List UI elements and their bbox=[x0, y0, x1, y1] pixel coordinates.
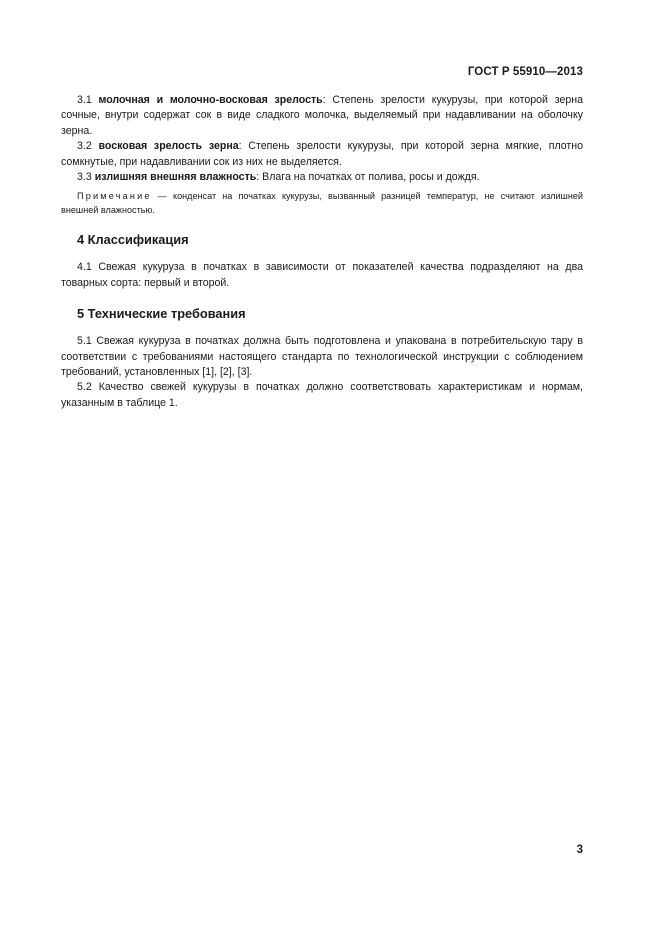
definition-number: 3.2 bbox=[77, 140, 92, 153]
definition-3-3 bbox=[61, 170, 583, 185]
definition-3-1 bbox=[61, 93, 583, 139]
standard-header: ГОСТ Р 55910—2013 bbox=[467, 66, 583, 78]
section-5-paragraph-1: 5.1 Свежая кукуруза в початках должна быть подготовлена и упакована в потребительскую тару в соответствии с требованиями настоящего стандарта по технологической инструкции с соблюдением требований, установленных [1], [2], [3]. bbox=[61, 335, 583, 379]
definition-number: 3.3 bbox=[77, 171, 92, 184]
section-5-paragraph-2: 5.2 Качество свежей кукурузы в початках должно соответствовать характеристикам и нормам, указанным в таблице 1. bbox=[61, 381, 583, 409]
section-4-heading: 4 Классификация bbox=[77, 232, 189, 248]
section-4-paragraph: 4.1 Свежая кукуруза в початках в зависимости от показателей качества подразделяют на два товарных сорта: первый и второй. bbox=[61, 261, 583, 289]
definition-number: 3.1 bbox=[77, 94, 92, 106]
note bbox=[61, 190, 583, 217]
section-5-heading: 5 Технические требования bbox=[77, 306, 246, 322]
definition-text: : Степень зрелости кукурузы, при которой зерна мягкие, плотно сомкнутые, при надавливании сок из них не выделяется. bbox=[61, 140, 583, 168]
page-content bbox=[61, 93, 583, 411]
definition-term: излишняя внешняя влажность bbox=[94, 171, 257, 184]
definition-text: : Степень зрелости кукурузы, при которой зерна сочные, внутри содержат сок в виде сладкого молочка, выделяемый при надавливании на оболочку зерна. bbox=[61, 94, 583, 137]
page-number: 3 bbox=[576, 844, 583, 856]
definition-text: : Влага на початках от полива, росы и дождя. bbox=[256, 171, 480, 184]
note-text: — конденсат на початках кукурузы, вызванный разницей температур, не считают излишней внешней влажностью. bbox=[61, 191, 583, 215]
definition-term: молочная и молочно-восковая зрелость bbox=[98, 94, 323, 106]
definition-3-2 bbox=[61, 139, 583, 170]
note-label: Примечание bbox=[77, 191, 152, 202]
definition-term: восковая зрелость зерна bbox=[98, 140, 239, 153]
